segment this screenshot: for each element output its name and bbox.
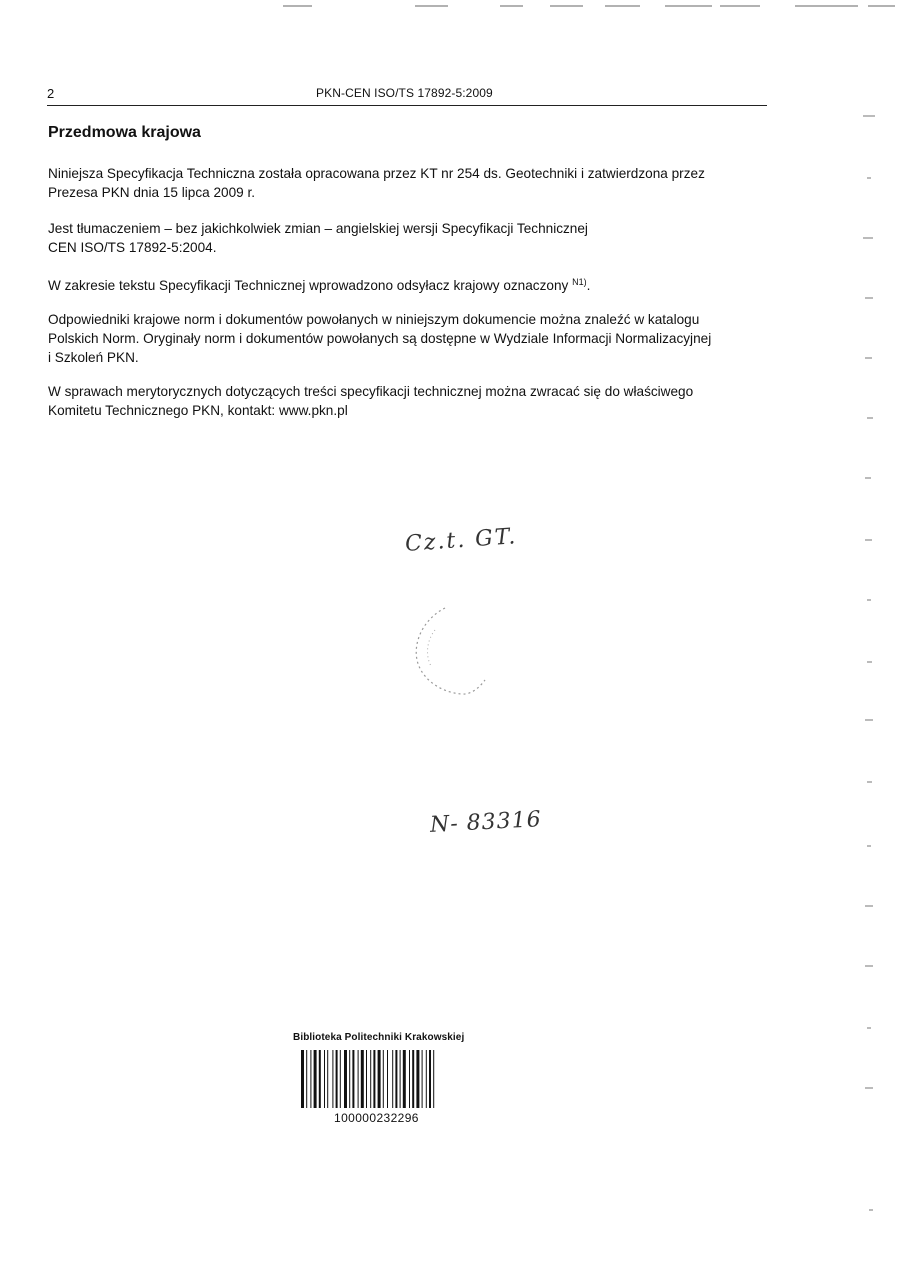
paragraph-national-equivalents: [48, 310, 778, 367]
barcode-bar: [366, 1050, 367, 1108]
barcode-bar: [412, 1050, 414, 1108]
barcode-bar: [358, 1050, 359, 1108]
paragraph-line: i Szkoleń PKN.: [48, 350, 139, 365]
document-reference: PKN-CEN ISO/TS 17892-5:2009: [316, 86, 493, 100]
barcode-bar: [319, 1050, 321, 1108]
barcode: [299, 1050, 467, 1110]
barcode-bar: [416, 1050, 419, 1108]
barcode-bar: [310, 1050, 311, 1108]
paragraph-contact: [48, 382, 778, 420]
barcode-bar: [349, 1050, 350, 1108]
faint-stamp-mark: [405, 600, 495, 700]
barcode-bar: [392, 1050, 393, 1108]
barcode-bar: [336, 1050, 338, 1108]
page-number: 2: [47, 86, 55, 101]
barcode-bar: [370, 1050, 371, 1108]
barcode-bar: [395, 1050, 397, 1108]
barcode-bar: [422, 1050, 423, 1108]
paragraph-line: Prezesa PKN dnia 15 lipca 2009 r.: [48, 185, 256, 200]
barcode-bar: [314, 1050, 317, 1108]
paragraph-text: W zakresie tekstu Specyfikacji Technicznej wprowadzono odsyłacz krajowy oznaczony: [48, 278, 569, 293]
paragraph-line: Jest tłumaczeniem – bez jakichkolwiek zmian – angielskiej wersji Specyfikacji Technicznej: [48, 221, 588, 236]
header-rule: [47, 105, 767, 106]
barcode-bar: [344, 1050, 347, 1108]
barcode-bar: [327, 1050, 328, 1108]
footnote-marker: N1): [572, 277, 587, 287]
barcode-bar: [301, 1050, 304, 1108]
barcode-bar: [378, 1050, 381, 1108]
barcode-bar: [332, 1050, 333, 1108]
section-heading: Przedmowa krajowa: [48, 124, 201, 141]
paragraph-line: Polskich Norm. Oryginały norm i dokumentów powołanych są dostępne w Wydziale Informacji Normalizacyjnej: [48, 331, 712, 346]
scan-top-edge: [0, 0, 900, 12]
barcode-bar: [306, 1050, 307, 1108]
paragraph-line: Odpowiedniki krajowe norm i dokumentów powołanych w niniejszym dokumencie można znaleźć w katalogu: [48, 312, 700, 327]
barcode-bar: [403, 1050, 406, 1108]
barcode-bar: [361, 1050, 364, 1108]
barcode-bar: [324, 1050, 325, 1108]
scan-margin-marks: [855, 100, 895, 1230]
barcode-bar: [352, 1050, 354, 1108]
paragraph-line: W sprawach merytorycznych dotyczących treści specyfikacji technicznej można zwracać się do właściwego: [48, 384, 694, 399]
barcode-bar: [340, 1050, 341, 1108]
paragraph-line: Niniejsza Specyfikacja Techniczna została opracowana przez KT nr 254 ds. Geotechniki i zatwierdzona przez: [48, 166, 705, 181]
handwritten-number: N- 83316: [429, 807, 543, 838]
barcode-bar: [426, 1050, 427, 1108]
barcode-bar: [373, 1050, 375, 1108]
barcode-number: 100000232296: [334, 1111, 419, 1125]
barcode-bar: [429, 1050, 431, 1108]
paragraph-line: Komitetu Technicznego PKN, kontakt: www.pkn.pl: [48, 403, 348, 418]
paragraph-approval: [48, 164, 778, 202]
handwritten-note: Cz.t. GT.: [404, 524, 519, 557]
barcode-bar: [433, 1050, 434, 1108]
barcode-bar: [387, 1050, 388, 1108]
barcode-bar: [409, 1050, 410, 1108]
barcode-bar: [383, 1050, 384, 1108]
library-label: Biblioteka Politechniki Krakowskiej: [293, 1032, 465, 1043]
barcode-bar: [400, 1050, 401, 1108]
paragraph-footnote-reference: [48, 273, 778, 295]
paragraph-trailing: .: [586, 278, 591, 293]
paragraph-translation: [48, 219, 778, 257]
paragraph-line: CEN ISO/TS 17892-5:2004.: [48, 240, 217, 255]
